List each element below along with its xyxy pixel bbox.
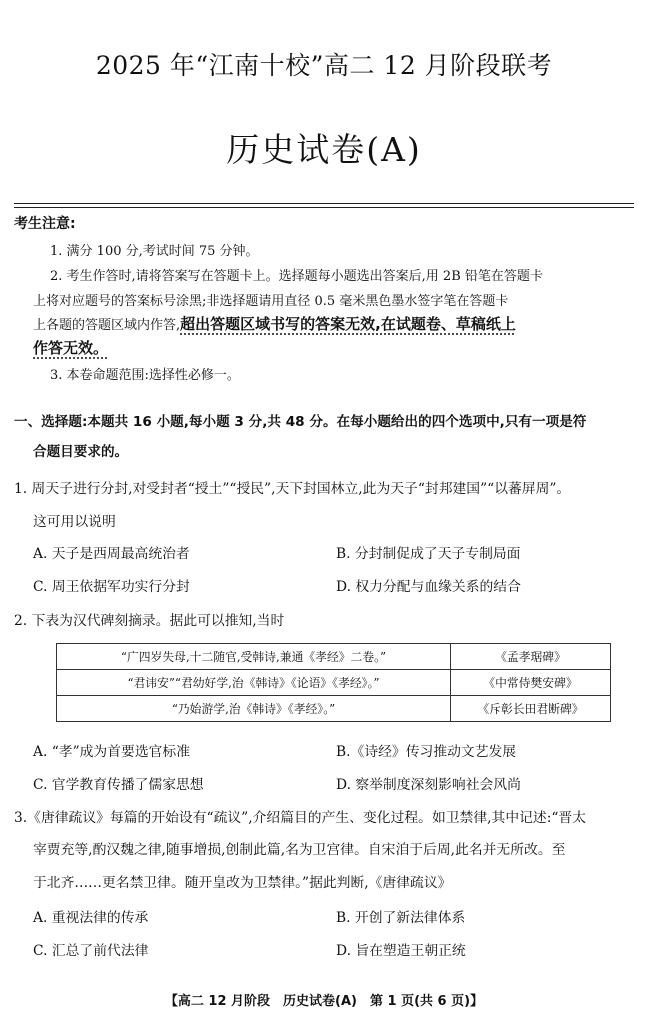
- table-row: [57, 696, 611, 722]
- exam-subtitle: 历史试卷(A): [226, 130, 422, 169]
- header-rule-bottom: [14, 207, 634, 208]
- notice-heading: 考生注意:: [14, 216, 76, 232]
- notice-item-2-line-2: 上将对应题号的答案标号涂黑;非选择题请用直径 0.5 毫米黑色墨水签字笔在答题卡: [33, 294, 509, 309]
- table-row: [57, 670, 611, 696]
- notice-item-3: 3. 本卷命题范围:选择性必修一。: [50, 368, 240, 383]
- question-3-option-d: D. 旨在塑造王朝正统: [336, 943, 466, 959]
- notice-item-1: 1. 满分 100 分,考试时间 75 分钟。: [50, 244, 259, 259]
- table-cell-text: “君讳安”“君幼好学,治《韩诗》《论语》《孝经》。”: [57, 670, 451, 696]
- question-3-stem-line-1: 3.《唐律疏议》每篇的开始设有“疏议”,介绍篇目的产生、变化过程。如卫禁律,其中记述:“晋太: [14, 810, 587, 826]
- inscription-table: [56, 643, 611, 722]
- table-cell-text: “广四岁失母,十二随官,受韩诗,兼通《孝经》二卷。”: [57, 644, 451, 670]
- question-1-stem-line-2: 这可用以说明: [33, 514, 116, 530]
- header-rule-top: [14, 203, 634, 204]
- question-3-option-a: A. 重视法律的传承: [33, 910, 149, 926]
- question-1-option-b: B. 分封制促成了天子专制局面: [336, 546, 521, 562]
- question-1-option-a: A. 天子是西周最高统治者: [33, 546, 190, 562]
- question-3-stem-line-2: 宰贾充等,酌汉魏之律,随事增损,创制此篇,名为卫宫律。自宋洎于后周,此名并无所改。至: [33, 842, 566, 858]
- notice-item-2-line-3-plain: 上各题的答题区域内作答,: [33, 318, 181, 333]
- table-cell-text: “乃始游学,治《韩诗》《孝经》。”: [57, 696, 451, 722]
- section-heading-line-1: 一、选择题:本题共 16 小题,每小题 3 分,共 48 分。在每小题给出的四个选项中,只有一项是符: [14, 414, 587, 430]
- question-3-stem-line-3: 于北齐……更名禁卫律。随开皇改为卫禁律。”据此判断,《唐律疏议》: [33, 875, 452, 891]
- question-3-option-c: C. 汇总了前代法律: [33, 943, 149, 959]
- table-cell-source: 《孟孝琚碑》: [451, 644, 611, 670]
- table-cell-source: 《中常侍樊安碑》: [451, 670, 611, 696]
- question-1-option-d: D. 权力分配与血缘关系的结合: [336, 579, 521, 595]
- notice-item-2-line-4: [33, 337, 108, 358]
- notice-item-2-line-3: [33, 313, 516, 334]
- question-2-option-b: B.《诗经》传习推动文艺发展: [336, 744, 517, 760]
- notice-emphasis: 超出答题区域书写的答案无效,在试题卷、草稿纸上: [180, 315, 516, 333]
- table-cell-source: 《斥彰长田君断碑》: [451, 696, 611, 722]
- notice-item-2-line-1: 2. 考生作答时,请将答案写在答题卡上。选择题每小题选出答案后,用 2B 铅笔在答题卡: [50, 269, 543, 284]
- question-1-stem-line-1: 1. 周天子进行分封,对受封者“授土”“授民”,天下封国林立,此为天子“封邦建国”“以蕃屏周”。: [14, 481, 571, 497]
- question-2-option-d: D. 察举制度深刻影响社会风尚: [336, 777, 521, 793]
- question-2-stem-line-1: 2. 下表为汉代碑刻摘录。据此可以推知,当时: [14, 613, 285, 629]
- section-heading-line-2: 合题目要求的。: [33, 444, 129, 460]
- page-footer: 【高二 12 月阶段 历史试卷(A) 第 1 页(共 6 页)】: [164, 994, 484, 1009]
- exam-title: 2025 年“江南十校”高二 12 月阶段联考: [95, 51, 553, 80]
- question-2-option-c: C. 官学教育传播了儒家思想: [33, 777, 204, 793]
- table-row: [57, 644, 611, 670]
- question-3-option-b: B. 开创了新法律体系: [336, 910, 466, 926]
- question-1-option-c: C. 周王依据军功实行分封: [33, 579, 190, 595]
- question-2-option-a: A. “孝”成为首要选官标准: [33, 744, 191, 760]
- notice-emphasis-end: 作答无效。: [33, 339, 109, 357]
